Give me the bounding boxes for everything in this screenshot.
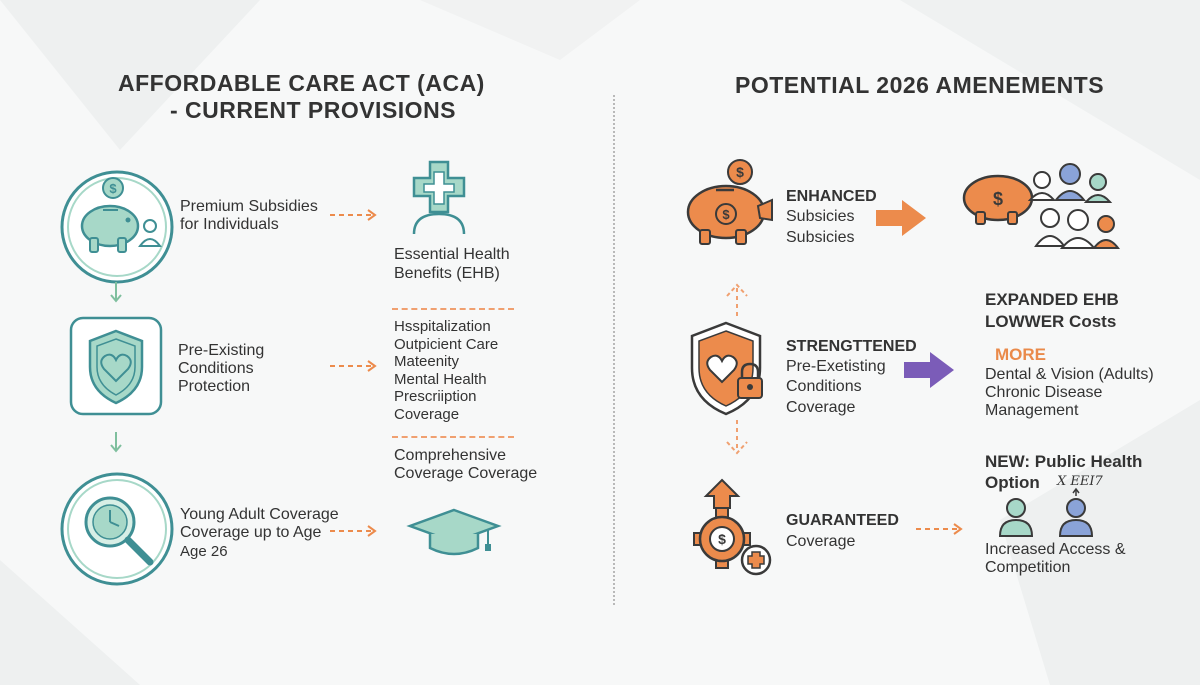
- svg-text:$: $: [109, 181, 117, 196]
- down-arrow-icon: [108, 282, 124, 304]
- shield-lock-icon: [688, 320, 770, 416]
- medical-cross-person-icon: [408, 160, 470, 236]
- ehb-label-line2: Benefits (EHB): [394, 265, 500, 282]
- ehb-divider-bottom: [392, 436, 514, 438]
- expanded-label-line2: LOWWER Costs: [985, 312, 1117, 331]
- right-title: POTENTIAL 2026 AMENEMENTS: [735, 72, 1105, 98]
- young-label-line2: Coverage up to Age: [180, 524, 322, 541]
- piggy-bank-icon: [58, 168, 176, 286]
- piggy-bank-icon: [964, 176, 1032, 224]
- preexisting-arrow: [330, 358, 380, 374]
- strengthened-label-line4: Coverage: [786, 399, 856, 416]
- list-item: Coverage: [394, 405, 460, 423]
- preexisting-label-line3: Protection: [178, 378, 251, 395]
- young-arrow: [330, 523, 380, 539]
- person-icon: [1060, 499, 1092, 536]
- gear-dollar-icon: [694, 478, 774, 578]
- left-title-line1: AFFORDABLE CARE ACT (ACA): [118, 70, 485, 96]
- guaranteed-arrow: [916, 521, 966, 537]
- person-icon: [1094, 216, 1118, 248]
- list-item: Prescriiption: [394, 388, 477, 405]
- young-label-line1: Young Adult Coverage: [180, 506, 339, 523]
- shield-heart-icon: [70, 317, 162, 415]
- public-label-line2: Option: [985, 473, 1040, 492]
- svg-text:$: $: [722, 207, 730, 222]
- public-label-line1: NEW: Public Health: [985, 452, 1143, 471]
- ehb-benefits-list: [394, 318, 498, 423]
- strengthened-label-line2: Pre-Exetisting: [786, 358, 886, 375]
- center-divider: [613, 95, 615, 605]
- person-icon: [1036, 209, 1064, 246]
- piggy-bank-icon: [680, 158, 776, 246]
- ehb-label-line1: Essential Health: [394, 246, 510, 263]
- access-label-line1: Increased Access &: [985, 541, 1126, 558]
- strengthened-arrow: [904, 350, 956, 390]
- magnifier-clock-icon: [58, 470, 176, 588]
- guaranteed-label-line2: Coverage: [786, 533, 856, 550]
- dashed-down-arrow-icon: [724, 418, 750, 456]
- svg-text:$: $: [992, 189, 1004, 209]
- list-item: Mental Health: [394, 370, 487, 388]
- more-line3: Management: [985, 402, 1079, 419]
- svg-text:$: $: [736, 164, 744, 180]
- comprehensive-label-line1: Comprehensive: [394, 447, 507, 464]
- premium-arrow: [330, 207, 380, 223]
- dollar-coin-icon: [103, 178, 123, 198]
- enhanced-arrow: [876, 198, 928, 238]
- access-label-line2: Competition: [985, 559, 1071, 576]
- more-line2: Chronic Disease: [985, 384, 1103, 401]
- ehb-divider-top: [392, 308, 514, 310]
- person-icon: [1086, 174, 1110, 202]
- person-icon: [1000, 499, 1032, 536]
- enhanced-label-line1: ENHANCED: [786, 188, 877, 205]
- dashed-up-arrow-icon: [724, 282, 750, 320]
- person-icon: [1056, 164, 1084, 200]
- strengthened-label-line3: Conditions: [786, 378, 862, 395]
- guaranteed-label-line1: GUARANTEED: [786, 512, 899, 529]
- list-item: Outpicient Care: [394, 335, 499, 353]
- strengthened-label-line1: STRENGTTENED: [786, 338, 917, 355]
- premium-label-line1: Premium Subsidies: [180, 198, 318, 215]
- person-icon: [1062, 210, 1094, 248]
- comprehensive-label-line2: Coverage Coverage: [394, 465, 538, 482]
- preexisting-label-line2: Conditions: [178, 360, 254, 377]
- expanded-label-line1: EXPANDED EHB: [985, 290, 1119, 309]
- more-label: MORE: [995, 345, 1046, 364]
- enhanced-label-line3: Subsicies: [786, 229, 855, 246]
- down-arrow-icon: [108, 432, 124, 454]
- left-title-line2: - CURRENT PROVISIONS: [170, 97, 457, 123]
- public-option-people: [996, 488, 1100, 540]
- young-label-line3: Age 26: [180, 543, 228, 560]
- group-people-icon: [962, 162, 1122, 252]
- premium-label-line2: for Individuals: [180, 216, 279, 233]
- list-item: Hsspitalization: [394, 318, 491, 335]
- preexisting-label-line1: Pre-Existing: [178, 342, 265, 359]
- dollar-coin-icon: [728, 160, 752, 184]
- person-icon: [1030, 172, 1054, 200]
- svg-text:$: $: [718, 531, 726, 547]
- public-option-tag: X EEI7: [1057, 474, 1103, 489]
- list-item: Mateenity: [394, 353, 460, 370]
- enhanced-label-line2: Subsicies: [786, 208, 855, 225]
- more-line1: Dental & Vision (Adults): [985, 366, 1154, 383]
- graduation-cap-icon: [408, 508, 500, 556]
